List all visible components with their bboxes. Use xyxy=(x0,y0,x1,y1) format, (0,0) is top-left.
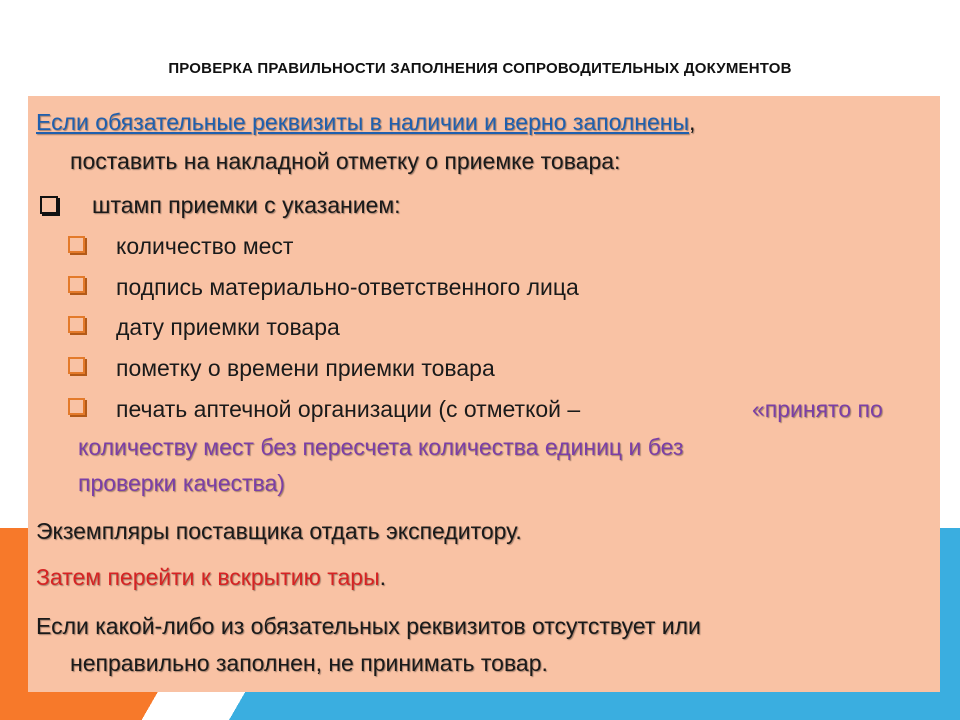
missing-paragraph-line1: Если какой-либо из обязательных реквизитов отсутствует или xyxy=(36,613,701,639)
square-bullet-icon xyxy=(68,316,85,333)
missing-paragraph-line2: неправильно заполнен, не принимать товар. xyxy=(70,650,548,676)
checkbox-bullet-icon xyxy=(40,196,58,214)
square-bullet-icon xyxy=(68,236,85,253)
decor-slant-band xyxy=(0,690,380,720)
main-bullet-text: штамп приемки с указанием: xyxy=(92,192,401,218)
next-step-suffix: . xyxy=(379,564,386,590)
list-item: печать аптечной организации (с отметкой – xyxy=(116,396,581,422)
intro-link-suffix: , xyxy=(689,109,696,135)
decor-blue-band-bottom xyxy=(300,690,960,720)
stamp-note-part2: количеству мест без пересчета количества единиц и без xyxy=(78,434,684,460)
list-item: подпись материально-ответственного лица xyxy=(116,274,579,300)
list-item: количество мест xyxy=(116,233,294,259)
intro-link[interactable]: Если обязательные реквизиты в наличии и верно заполнены xyxy=(36,109,689,135)
slide-title: ПРОВЕРКА ПРАВИЛЬНОСТИ ЗАПОЛНЕНИЯ СОПРОВОДИТЕЛЬНЫХ ДОКУМЕНТОВ xyxy=(168,60,792,77)
copies-paragraph: Экземпляры поставщика отдать экспедитору. xyxy=(36,518,522,544)
list-item: пометку о времени приемки товара xyxy=(116,355,495,381)
square-bullet-icon xyxy=(68,357,85,374)
stamp-note-part1: «принято по xyxy=(752,396,883,422)
next-step-paragraph xyxy=(36,562,386,592)
stamp-note-part3: проверки качества) xyxy=(78,470,285,496)
content-panel xyxy=(28,96,940,692)
list-item: дату приемки товара xyxy=(116,314,340,340)
next-step-text: Затем перейти к вскрытию тары xyxy=(36,564,380,590)
intro-continuation: поставить на накладной отметку о приемке товара: xyxy=(70,148,621,174)
square-bullet-icon xyxy=(68,276,85,293)
intro-line xyxy=(36,107,695,137)
square-bullet-icon xyxy=(68,398,85,415)
